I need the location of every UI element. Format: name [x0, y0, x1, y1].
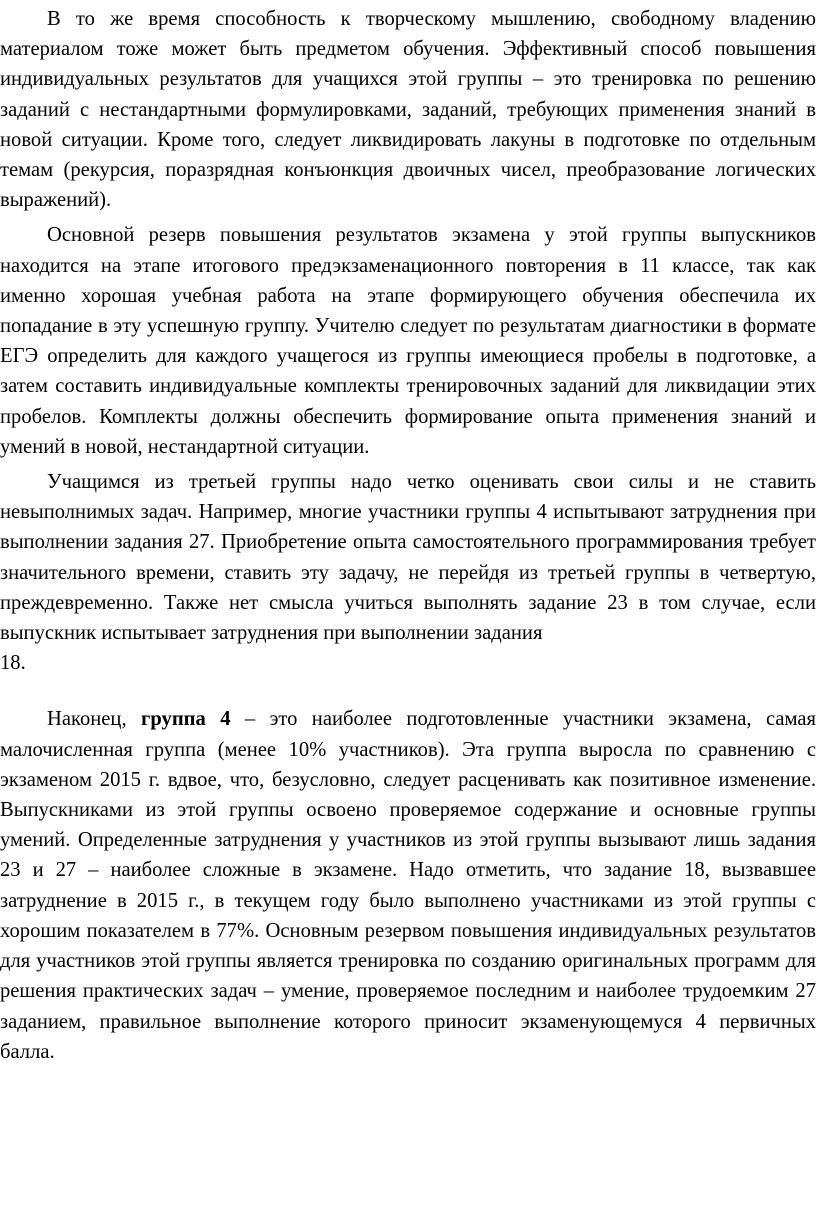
paragraph-creative-thinking: В то же время способность к творческому мышлению, свободному владению материалом тоже может быть предметом обучения. Эффективный способ повышения индивидуальных результатов для учащихся этой группы – это тренировка по решению заданий с нестандартными формулировками, заданий, требующих применения знаний в новой ситуации. Кроме того, следует ликвидировать лакуны в подготовке по отдельным темам (рекурсия, поразрядная конъюнкция двоичных чисел, преобразование логических выражений). [0, 8, 816, 212]
group-four-bold-label: группа 4 [140, 708, 231, 731]
paragraph-main-reserve: Основной резерв повышения результатов экзамена у этой группы выпускников находится на этапе итогового предэкзаменационного повторения в 11 классе, так как именно хорошая учебная работа на этапе формирующего обучения обеспечила их попадание в эту успешную группу. Учителю следует по результатам диагностики в формате ЕГЭ определить для каждого учащегося из группы имеющиеся пробелы в подготовке, а затем составить индивидуальные комплекты тренировочных заданий для ликвидации этих пробелов. Комплекты должны обеспечить формирование опыта применения знаний и умений в новой, нестандартной ситуации. [0, 224, 816, 458]
paragraph-group-four-text: – это наиболее подготовленные участники экзамена, самая малочисленная группа (менее 10% участников). Эта группа выросла по сравнению с экзаменом 2015 г. вдвое, что, безусловно, следует расценивать как позитивное изменение. Выпускниками из этой группы освоено проверяемое содержание и основные группы умений. Определенные затруднения у участников из этой группы вызывают лишь задания 23 и 27 – наиболее сложные в экзамене. Надо отметить, что задание 18, вызвавшее затруднение в 2015 г., в текущем году было выполнено участниками из этой группы с хорошим показателем в 77%. Основным резервом повышения индивидуальных результатов для участников этой группы является тренировка по созданию оригинальных программ для решения практических задач – умение, проверяемое последним и наиболее трудоемким 27 заданием, правильное выполнение которого приносит экзаменующемуся 4 первичных балла. [0, 708, 816, 1063]
paragraph-third-group-tail: 18. [0, 652, 26, 675]
paragraph-third-group: Учащимся из третьей группы надо четко оценивать свои силы и не ставить невыполнимых задач. Например, многие участники группы 4 испытывают затруднения при выполнении задания 27. Приобретение опыта самостоятельного программирования требует значительного времени, ставить эту задачу, не перейдя из третьей группы в четвертую, преждевременно. Также нет смысла учиться выполнять задание 23 в том случае, если выпускник испытывает затруднения при выполнении задания [0, 471, 816, 645]
paragraph-group-four [0, 704, 816, 1066]
paragraph-group-four-lead: Наконец, [47, 708, 141, 731]
